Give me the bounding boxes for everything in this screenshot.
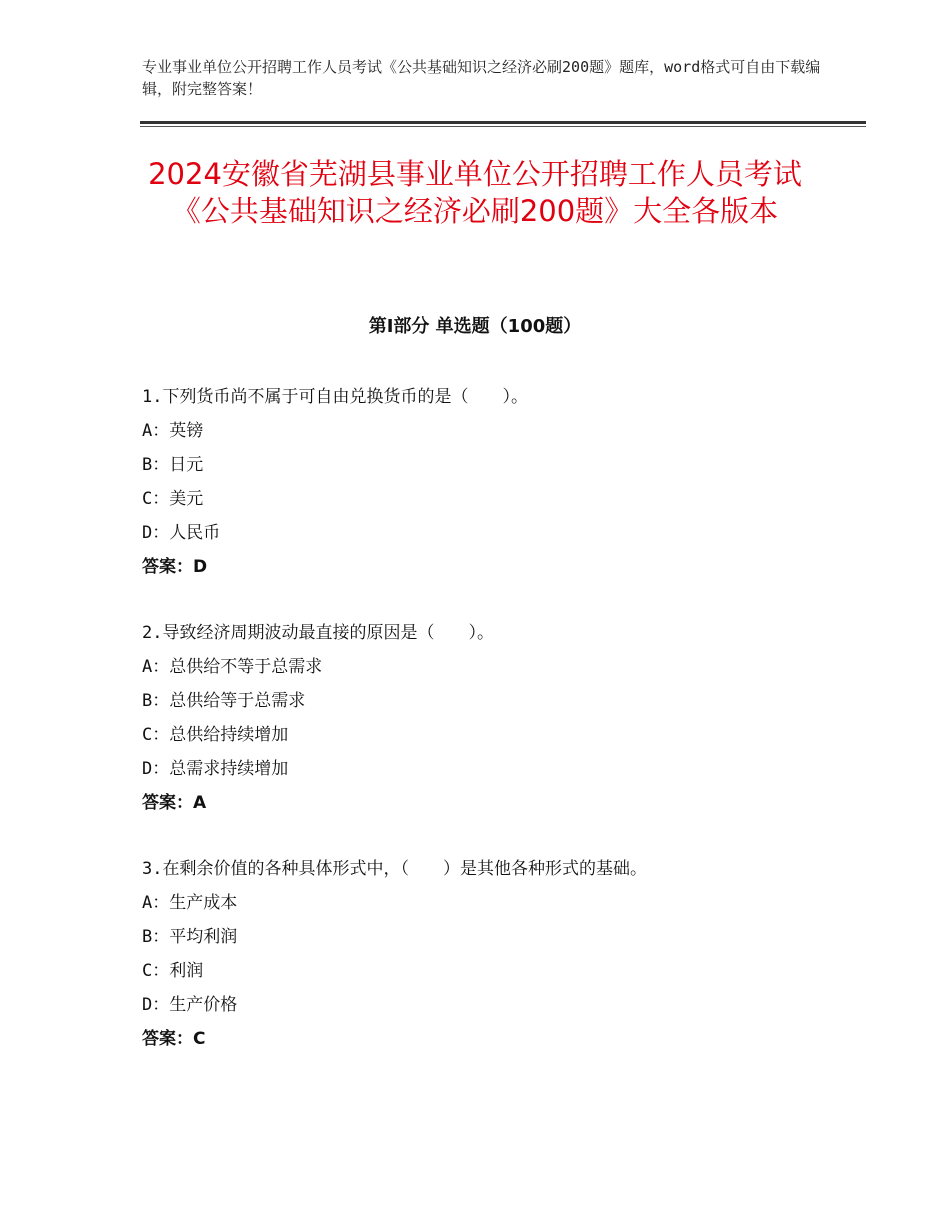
option-d: D：生产价格 (142, 995, 238, 1015)
question-stem: 3.在剩余价值的各种具体形式中，（ ）是其他各种形式的基础。 (142, 859, 647, 879)
header-note: 专业事业单位公开招聘工作人员考试《公共基础知识之经济必刷200题》题库，word格式可自由下载编辑，附完整答案！ (142, 58, 821, 98)
question-stem: 1.下列货币尚不属于可自由兑换货币的是（ ）。 (142, 387, 528, 407)
answer-text: 答案：A (142, 793, 207, 813)
question-list (142, 383, 862, 1091)
option-a: A：总供给不等于总需求 (142, 657, 323, 677)
answer-text: 答案：D (142, 557, 208, 577)
option-c: C：利润 (142, 961, 204, 981)
option-b: B：日元 (142, 455, 204, 475)
section-heading: 第Ⅰ部分 单选题（100题） (368, 316, 582, 337)
option-d: D：总需求持续增加 (142, 759, 289, 779)
question-1 (142, 383, 862, 587)
question-3 (142, 855, 862, 1059)
document-title: 2024安徽省芜湖县事业单位公开招聘工作人员考试《公共基础知识之经济必刷200题》大全各版本 (148, 157, 802, 228)
question-stem: 2.导致经济周期波动最直接的原因是（ ）。 (142, 623, 494, 643)
header-rule-thin (140, 126, 866, 127)
answer-text: 答案：C (142, 1029, 206, 1049)
option-c: C：总供给持续增加 (142, 725, 289, 745)
option-b: B：平均利润 (142, 927, 238, 947)
option-a: A：生产成本 (142, 893, 238, 913)
option-a: A：英镑 (142, 421, 204, 441)
option-c: C：美元 (142, 489, 204, 509)
option-d: D：人民币 (142, 523, 221, 543)
question-2 (142, 619, 862, 823)
option-b: B：总供给等于总需求 (142, 691, 306, 711)
header-rule-thick (140, 121, 866, 124)
